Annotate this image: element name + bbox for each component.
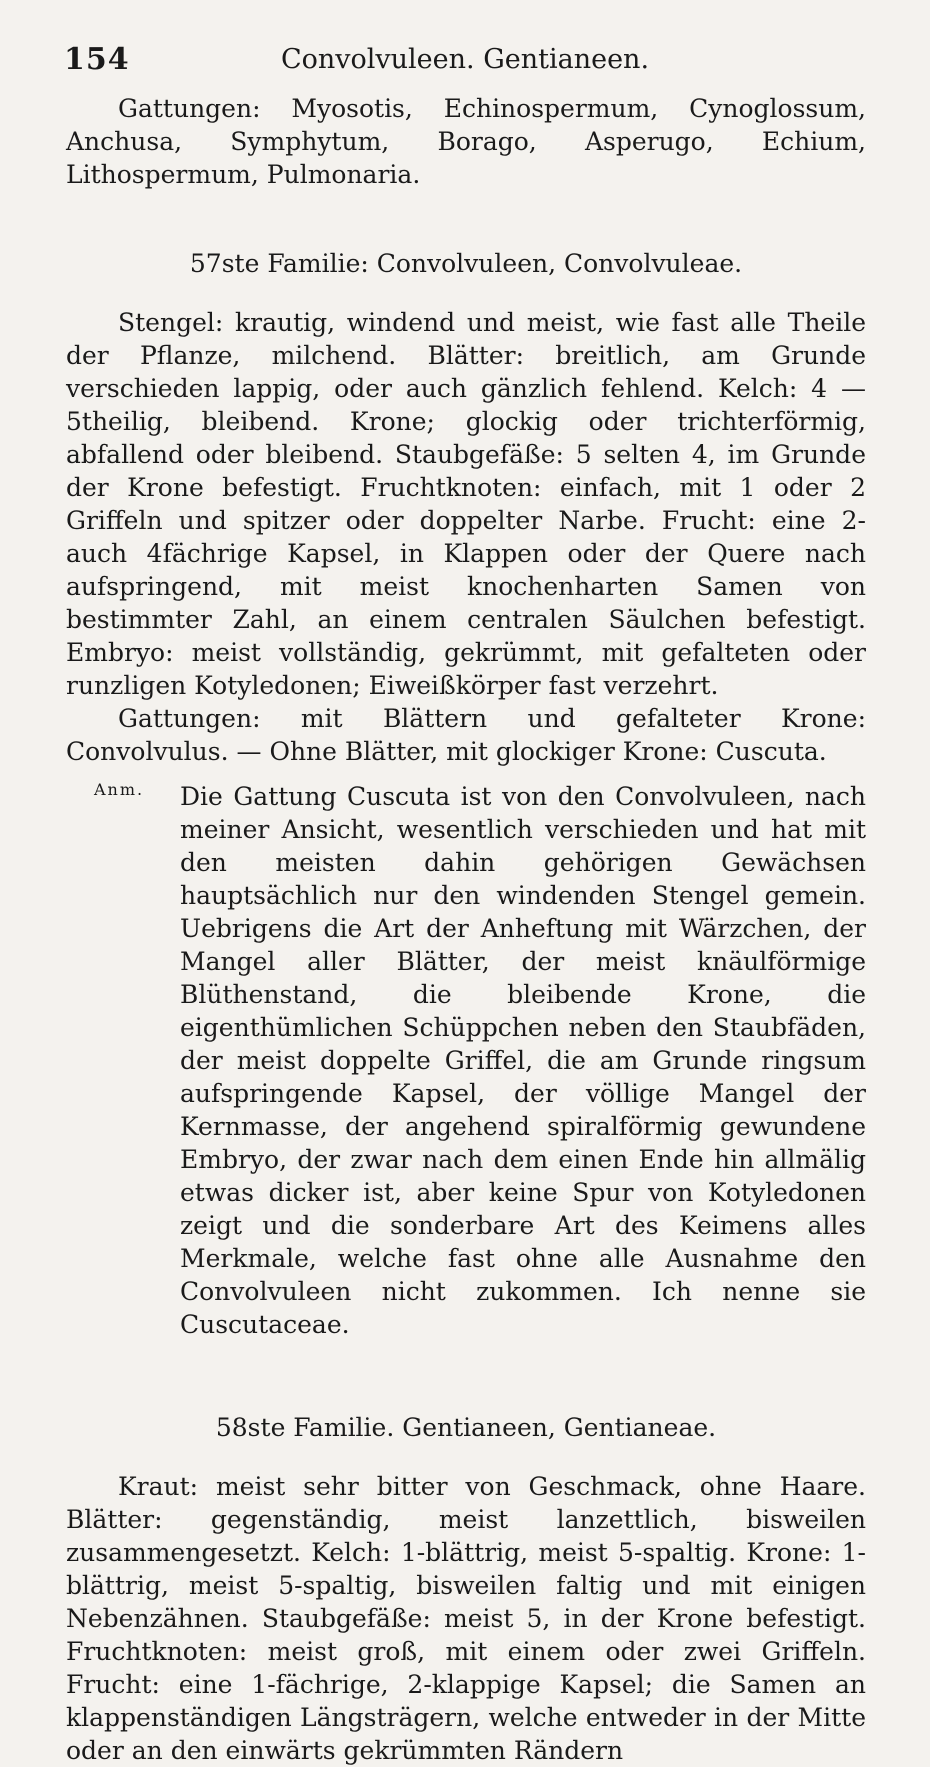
family-57-heading: 57ste Familie: Convolvuleen, Convolvuleae. xyxy=(189,249,743,278)
page-number: 154 xyxy=(64,42,130,77)
page-header xyxy=(60,36,870,82)
page-body xyxy=(66,92,866,1767)
intro-genera-paragraph: Gattungen: Myosotis, Echinospermum, Cynoglossum, Anchusa, Symphytum, Borago, Asperugo, Echium, Lithospermum, Pulmonaria. xyxy=(66,94,866,189)
family-57-note xyxy=(66,780,866,1341)
family-57-genera: Gattungen: mit Blättern und gefalteter Krone: Convolvulus. — Ohne Blätter, mit glockiger Krone: Cuscuta. xyxy=(66,704,866,766)
note-label: Anm. xyxy=(94,780,145,799)
family-58-heading: 58ste Familie. Gentianeen, Gentianeae. xyxy=(215,1413,717,1442)
family-58-description: Kraut: meist sehr bitter von Geschmack, ohne Haare. Blätter: gegenständig, meist lanzettlich, bisweilen zusammengesetzt. Kelch: 1-blättrig, meist 5-spaltig. Krone: 1-blättrig, meist 5-spaltig, bisweilen faltig und mit einigen Nebenzähnen. Staubgefäße: meist 5, in der Krone befestigt. Fruchtknoten: meist groß, mit einem oder zwei Griffeln. Frucht: eine 1-fächrige, 2-klappige Kapsel; die Samen an klappenständigen Längsträgern, welche entweder in der Mitte oder an den einwärts gekrümmten Rändern xyxy=(66,1472,866,1765)
family-57-description: Stengel: krautig, windend und meist, wie fast alle Theile der Pflanze, milchend. Blätter: breitlich, am Grunde verschieden lappig, oder auch gänzlich fehlend. Kelch: 4 — 5theilig, bleibend. Krone; glockig oder trichterförmig, abfallend oder bleibend. Staubgefäße: 5 selten 4, im Grunde der Krone befestigt. Fruchtknoten: einfach, mit 1 oder 2 Griffeln und spitzer oder doppelter Narbe. Frucht: eine 2- auch 4fächrige Kapsel, in Klappen oder der Quere nach aufspringend, mit meist knochenharten Samen von bestimmter Zahl, an einem centralen Säulchen befestigt. Embryo: meist vollständig, gekrümmt, mit gefalteten oder runzligen Kotyledonen; Eiweißkörper fast verzehrt. xyxy=(66,308,866,700)
running-title: Convolvuleen. Gentianeen. xyxy=(280,44,650,75)
note-text: Die Gattung Cuscuta ist von den Convolvuleen, nach meiner Ansicht, wesentlich verschieden und hat mit den meisten dahin gehörigen Gewächsen hauptsächlich nur den windenden Stengel gemein. Uebrigens die Art der Anheftung mit Wärzchen, der Mangel aller Blätter, der meist knäulförmige Blüthenstand, die bleibende Krone, die eigenthümlichen Schüppchen neben den Staubfäden, der meist doppelte Griffel, die am Grunde ringsum aufspringende Kapsel, der völlige Mangel der Kernmasse, der angehend spiralförmig gewundene Embryo, der zwar nach dem einen Ende hin allmälig etwas dicker ist, aber keine Spur von Kotyledonen zeigt und die sonderbare Art des Keimens alles Merkmale, welche fast ohne alle Ausnahme den Convolvuleen nicht zukommen. Ich nenne sie Cuscutaceae. xyxy=(180,782,866,1339)
